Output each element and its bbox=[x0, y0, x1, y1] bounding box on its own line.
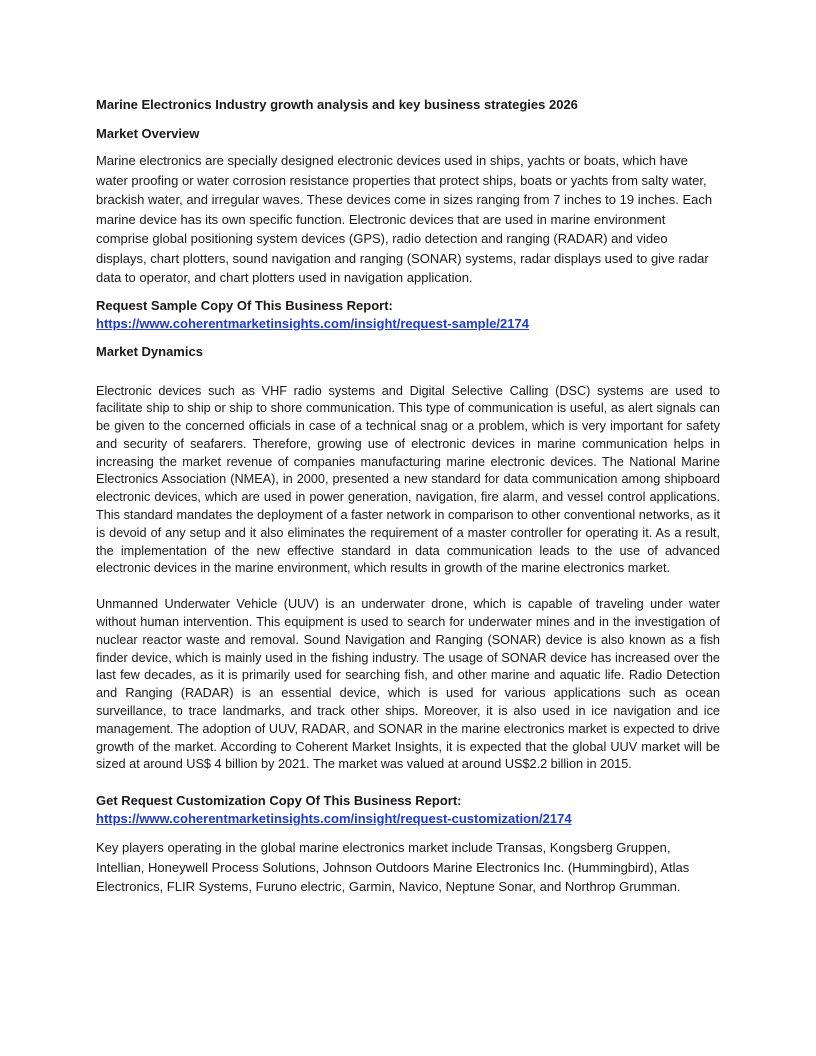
market-dynamics-heading: Market Dynamics bbox=[96, 343, 203, 359]
market-overview-paragraph: Marine electronics are specially designed electronic devices used in ships, yachts or boats, which have water proofing or water corrosion resistance properties that protect ships, boats or yachts from salty water, brackish water, and irregular waves. These devices come in sizes ranging from 7 inches to 19 inches. Each marine device has its own specific function. Electronic devices that are used in marine environment comprise global positioning system devices (GPS), radio detection and ranging (RADAR) and video displays, chart plotters, sound navigation and ranging (SONAR) systems, radar displays used to give radar data to operator, and chart plotters used in navigation application. bbox=[96, 153, 713, 285]
sample-request-link[interactable]: https://www.coherentmarketinsights.com/insight/request-sample/2174 bbox=[96, 315, 529, 331]
customization-request-block bbox=[96, 792, 720, 828]
customization-request-label: Get Request Customization Copy Of This Business Report: bbox=[96, 793, 462, 809]
spacer bbox=[96, 369, 720, 383]
dynamics-paragraph-2: Unmanned Underwater Vehicle (UUV) is an underwater drone, which is capable of traveling under water without human intervention. This equipment is used to search for underwater mines and in the investigation of nuclear reactor waste and removal. Sound Navigation and Ranging (SONAR) device is also known as a fish finder device, which is mainly used in the fishing industry. The usage of SONAR device has increased over the last few decades, as it is primarily used for searching fish, and other marine and aquatic life. Radio Detection and Ranging (RADAR) is an essential device, which is used for various applications such as ocean surveillance, to trace landmarks, and track other ships. Moreover, it is also used in ice navigation and ice management. The adoption of UUV, RADAR, and SONAR in the marine electronics market is expected to drive growth of the market. According to Coherent Market Insights, it is expected that the global UUV market will be sized at around US$ 4 billion by 2021. The market was valued at around US$2.2 billion in 2015. bbox=[96, 597, 720, 772]
document-title: Marine Electronics Industry growth analysis and key business strategies 2026 bbox=[96, 97, 578, 112]
document-page bbox=[96, 96, 720, 906]
market-overview-heading: Market Overview bbox=[96, 126, 200, 141]
key-players-paragraph: Key players operating in the global marine electronics market include Transas, Kongsberg Gruppen, Intellian, Honeywell Process Solutions, Johnson Outdoors Marine Electronics Inc. (Hummingbird), Atlas Electronics, FLIR Systems, Furuno electric, Garmin, Navico, Neptune Sonar, and Northrop Grumman. bbox=[96, 840, 690, 895]
customization-request-link[interactable]: https://www.coherentmarketinsights.com/insight/request-customization/2174 bbox=[96, 811, 572, 827]
sample-request-label: Request Sample Copy Of This Business Report: bbox=[96, 297, 393, 313]
sample-request-block bbox=[96, 297, 720, 333]
dynamics-paragraph-1: Electronic devices such as VHF radio systems and Digital Selective Calling (DSC) systems are used to facilitate ship to ship or ship to shore communication. This type of communication is useful, as alert signals can be given to the concerned officials in case of a technical snag or a problem, which is very important for safety and security of seafarers. Therefore, growing use of electronic devices in marine communication helps in increasing the market revenue of companies manufacturing marine electronic devices. The National Marine Electronics Association (NMEA), in 2000, presented a new standard for data communication among shipboard electronic devices, which are used in power generation, navigation, fire alarm, and vessel control applications. This standard mandates the deployment of a faster network in comparison to other conventional networks, as it is devoid of any setup and it also eliminates the requirement of a master controller for operating it. As a result, the implementation of the new effective standard in data communication leads to the use of advanced electronic devices in the marine environment, which results in growth of the marine electronics market. bbox=[96, 383, 720, 576]
